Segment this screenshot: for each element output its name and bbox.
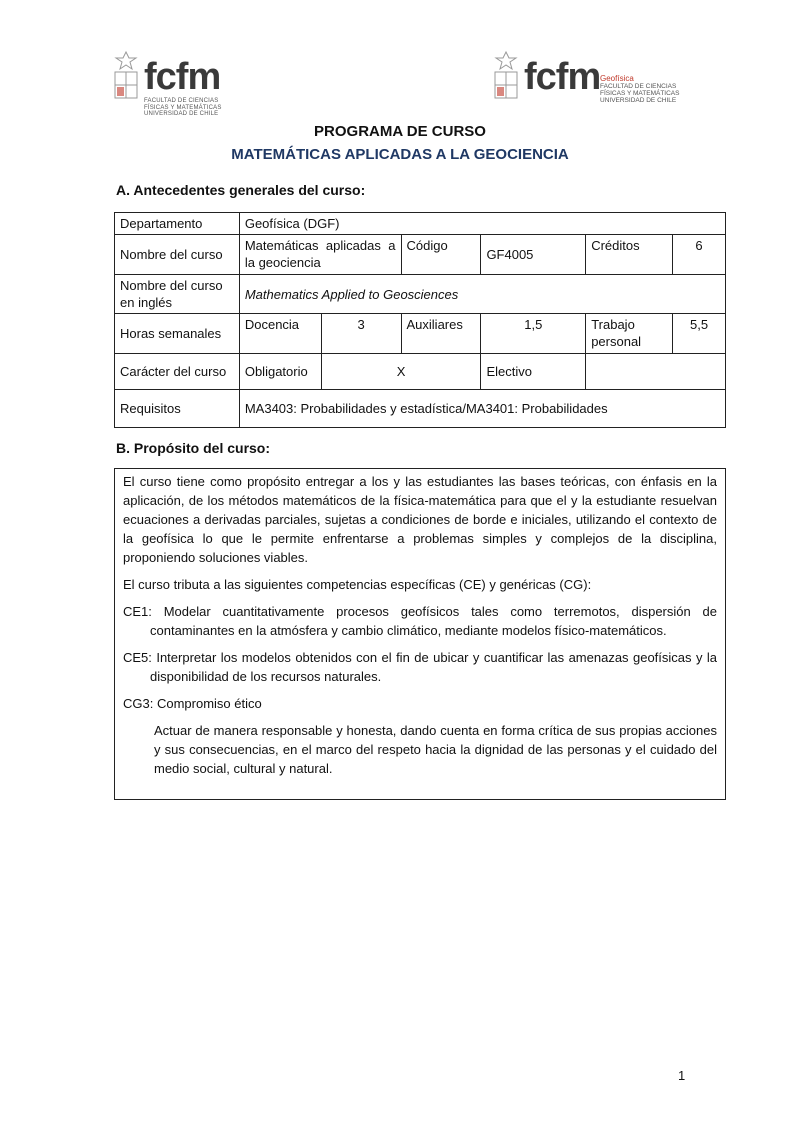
trabajo-label: Trabajo personal [586,314,673,354]
auxiliares-label: Auxiliares [401,314,481,354]
fcfm-logo-left [112,48,232,120]
electivo-label: Electivo [481,354,586,390]
caracter-label: Carácter del curso [115,354,240,390]
electivo-value [586,354,726,390]
table-row [115,390,726,428]
table-row [115,235,726,275]
competencia-cg3-text: Actuar de manera responsable y honesta, dando cuenta en forma crítica de sus propias acciones y sus consecuencias, en el marco del respeto hacia la dignidad de las personas y el cuidado del medio social, cultural y natural. [154,723,717,776]
logo-subtitle: FACULTAD DE CIENCIAS FÍSICAS Y MATEMÁTICAS UNIVERSIDAD DE CHILE [144,98,222,117]
docencia-label: Docencia [239,314,321,354]
creditos-value: 6 [673,235,726,275]
section-b-heading: B. Propósito del curso: [116,440,271,456]
requisitos-value: MA3403: Probabilidades y estadística/MA3401: Probabilidades [239,390,725,428]
geofisica-block [600,74,682,104]
docencia-value: 3 [321,314,401,354]
table-row [115,275,726,314]
competencia-cg3-title: CG3: Compromiso ético [123,696,262,711]
nombre-label: Nombre del curso [115,235,240,275]
table-row [115,213,726,235]
university-crest-icon [112,50,140,110]
competencia-ce1: CE1: Modelar cuantitativamente procesos geofísicos tales como terremotos, dispersión de contaminantes en la atmósfera y cambio climático, mediante modelos físico-matemáticos. [123,604,717,638]
course-info-table [114,212,726,428]
requisitos-label: Requisitos [115,390,240,428]
table-row [115,314,726,354]
table-row [115,354,726,390]
university-crest-icon [492,50,520,110]
auxiliares-value: 1,5 [481,314,586,354]
creditos-label: Créditos [586,235,673,275]
ingles-label: Nombre del curso en inglés [115,275,240,314]
course-title: MATEMÁTICAS APLICADAS A LA GEOCIENCIA [231,146,569,163]
codigo-label: Código [401,235,481,275]
codigo-value: GF4005 [481,235,586,275]
purpose-intro: El curso tiene como propósito entregar a los y las estudiantes las bases teóricas, con énfasis en la aplicación, de los métodos matemáticos de la física-matemática para que el y la estudiante resuelvan ecuaciones a derivadas parciales, sujetas a condiciones de borde e iniciales, utilizando el contexto de la geofísica lo que le permite enfrentarse a problemas simples y complejos de la disciplina, proponiendo soluciones viables. [123,474,717,565]
document-title: PROGRAMA DE CURSO [314,123,486,140]
competencia-ce5: CE5: Interpretar los modelos obtenidos con el fin de ubicar y cuantificar las amenazas geofísicas y la disponibilidad de los recursos naturales. [123,650,717,684]
purpose-tributa: El curso tributa a las siguientes competencias específicas (CE) y genéricas (CG): [123,577,592,592]
purpose-box [114,468,726,800]
trabajo-value: 5,5 [673,314,726,354]
section-a-heading: A. Antecedentes generales del curso: [116,182,366,198]
obligatorio-label: Obligatorio [239,354,321,390]
logo-subtitle: FACULTAD DE CIENCIAS FÍSICAS Y MATEMÁTICAS UNIVERSIDAD DE CHILE [600,83,680,104]
obligatorio-value: X [321,354,481,390]
departamento-value: Geofísica (DGF) [239,213,725,235]
fcfm-wordmark: fcfm [144,56,221,98]
page-number: 1 [678,1068,686,1083]
nombre-value: Matemáticas aplicadas a la geociencia [239,235,401,275]
horas-label: Horas semanales [115,314,240,354]
ingles-value: Mathematics Applied to Geosciences [239,275,725,314]
fcfm-wordmark: fcfm [524,56,601,98]
departamento-label: Departamento [115,213,240,235]
geofisica-label: Geofísica [600,74,634,83]
fcfm-geofisica-logo [492,48,682,120]
